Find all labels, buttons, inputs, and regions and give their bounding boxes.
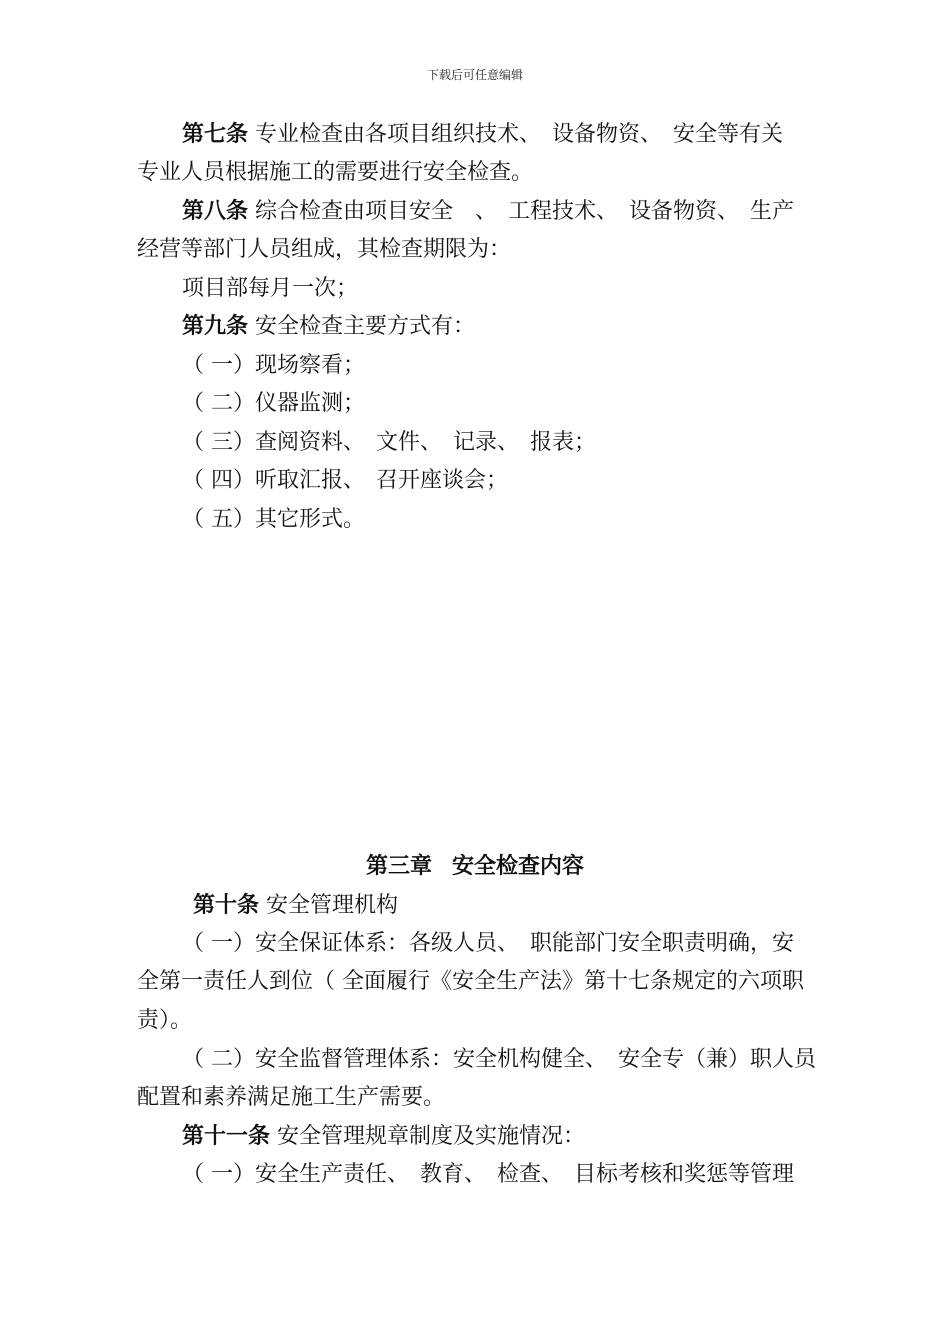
article-11-heading bbox=[182, 1122, 882, 1152]
article-11-p1-line-1: （ 一）安全生产责任、 教育、 检查、 目标考核和奖惩等管理 bbox=[182, 1162, 794, 1187]
article-9-item-3: （ 三）查阅资料、 文件、 记录、 报表； bbox=[182, 430, 596, 455]
article-9-text: 安全检查主要方式有： bbox=[255, 314, 476, 339]
article-10-heading bbox=[193, 891, 893, 921]
article-10-p1-line-1: （ 一）安全保证体系：各级人员、 职能部门安全职责明确，安 bbox=[182, 931, 794, 956]
article-7-line-2: 专业人员根据施工的需要进行安全检查。 bbox=[137, 160, 534, 185]
chapter-number: 第三章 bbox=[365, 854, 432, 879]
page-header: 下载后可任意编辑 bbox=[426, 68, 523, 82]
article-7-label: 第七条 bbox=[182, 122, 249, 147]
article-11-label: 第十一条 bbox=[182, 1124, 271, 1149]
article-9-item-2: （ 二）仪器监测； bbox=[182, 391, 365, 416]
article-11-title: 安全管理规章制度及实施情况： bbox=[277, 1124, 586, 1149]
article-8-line-1 bbox=[182, 197, 837, 227]
article-10-label: 第十条 bbox=[193, 893, 260, 918]
article-8-line-3: 项目部每月一次； bbox=[182, 276, 359, 301]
article-10-p2-line-1: （ 二）安全监督管理体系：安全机构健全、 安全专（兼）职人员 bbox=[182, 1047, 816, 1072]
article-8-line-2: 经营等部门人员组成，其检查期限为： bbox=[137, 237, 512, 262]
article-7-line-1 bbox=[182, 120, 837, 150]
article-9-item-4: （ 四）听取汇报、 召开座谈会； bbox=[182, 468, 508, 493]
article-9-item-5: （ 五）其它形式。 bbox=[182, 507, 365, 532]
article-7-text: 专业检查由各项目组织技术、 设备物资、 安全等有关 bbox=[255, 122, 784, 147]
article-10-p1-line-2: 全第一责任人到位（ 全面履行《安全生产法》第十七条规定的六项职 bbox=[137, 969, 804, 994]
article-10-p1-line-3: 责）。 bbox=[137, 1008, 193, 1033]
article-10-title: 安全管理机构 bbox=[266, 893, 399, 918]
article-9-label: 第九条 bbox=[182, 314, 249, 339]
article-10-p2-line-2: 配置和素养满足施工生产需要。 bbox=[137, 1085, 446, 1110]
article-8-label: 第八条 bbox=[182, 199, 249, 224]
chapter-title: 安全检查内容 bbox=[452, 854, 585, 879]
article-8-text: 综合检查由项目安全 、 工程技术、 设备物资、 生产 bbox=[255, 199, 795, 224]
article-9-intro bbox=[182, 312, 882, 342]
article-9-item-1: （ 一）现场察看； bbox=[182, 353, 365, 378]
chapter-heading bbox=[0, 852, 950, 882]
